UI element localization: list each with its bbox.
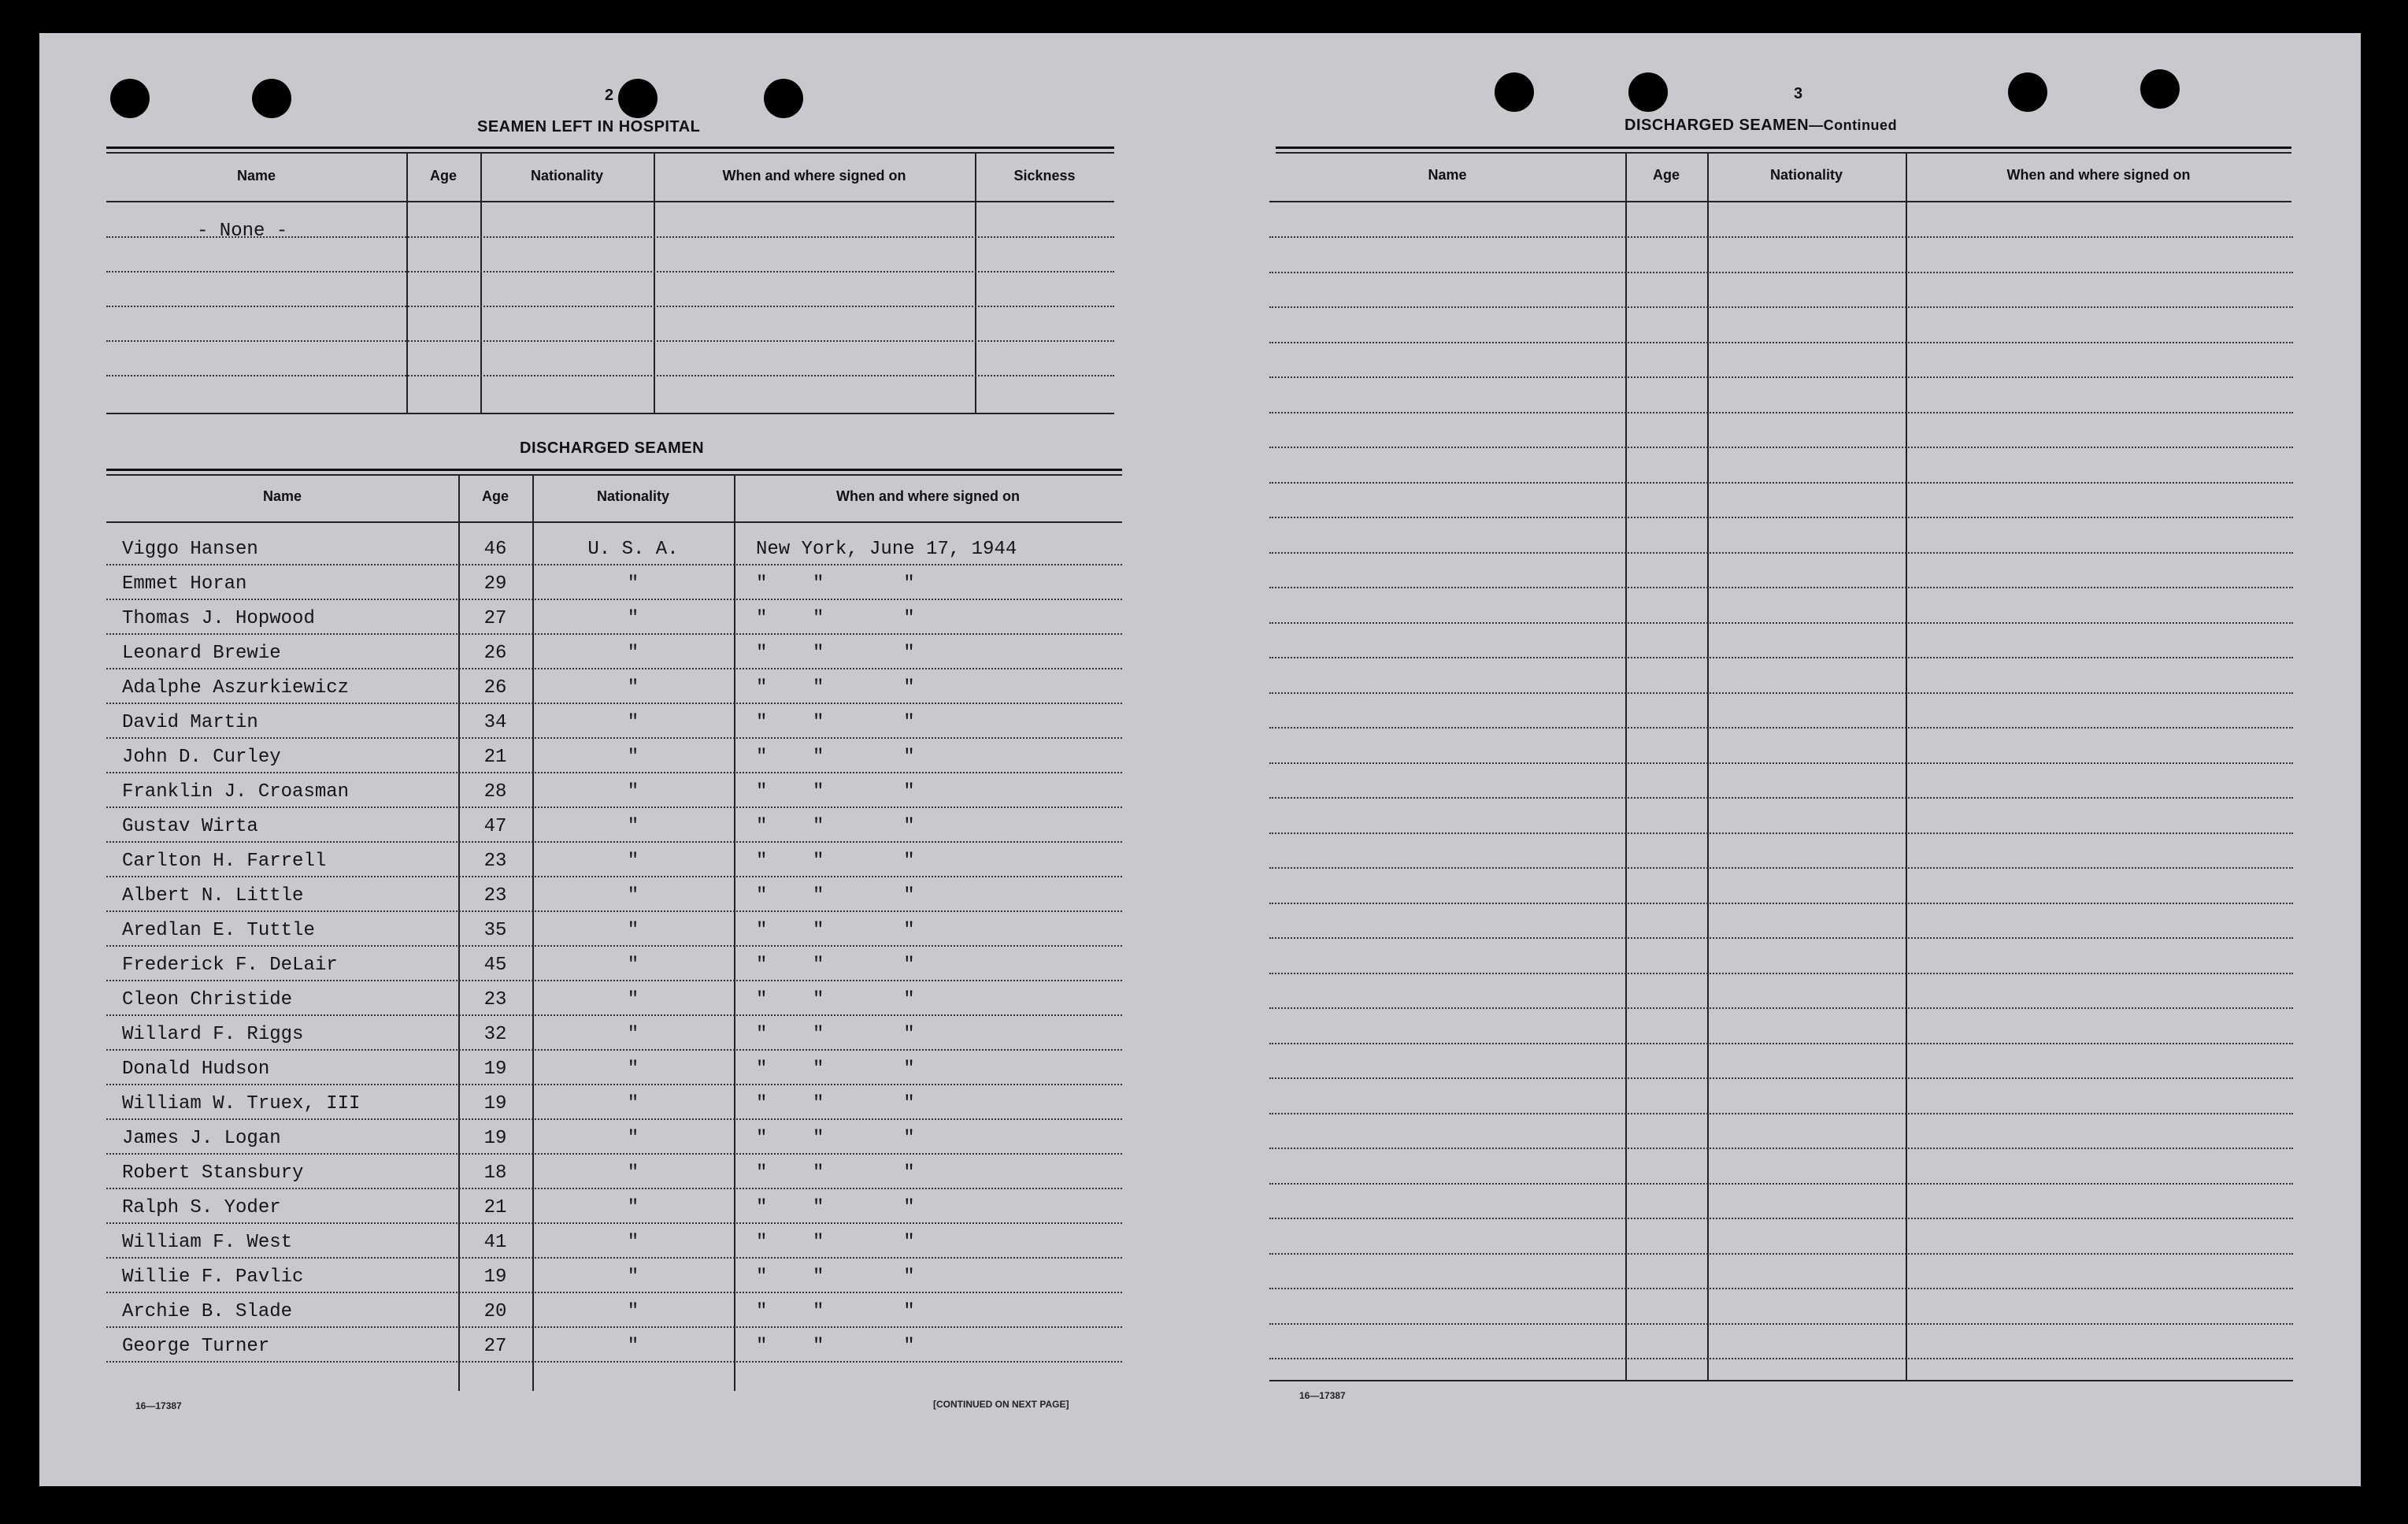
- discharged-name-cell: Archie B. Slade: [122, 1301, 293, 1322]
- discharged-nationality-cell: ": [627, 1336, 639, 1357]
- right-row-line: [1269, 517, 2293, 518]
- right-row-line: [1269, 482, 2293, 484]
- punch-hole: [2008, 72, 2047, 112]
- right-col-divider: [1906, 154, 1907, 1381]
- right-col-signed: When and where signed on: [2006, 167, 2191, 183]
- discharged-age-cell: 20: [483, 1301, 507, 1322]
- punch-hole: [764, 79, 803, 118]
- discharged-name-cell: William F. West: [122, 1232, 293, 1253]
- punch-hole: [1628, 72, 1668, 112]
- discharged-col-signed: When and where signed on: [835, 488, 1020, 504]
- discharged-nationality-cell: ": [627, 712, 639, 733]
- punch-hole: [1495, 72, 1534, 112]
- hospital-col-age: Age: [429, 168, 457, 184]
- discharged-name-cell: David Martin: [122, 712, 258, 733]
- discharged-signed-cell: " " ": [756, 573, 915, 595]
- discharged-signed-cell: " " ": [756, 747, 915, 768]
- hospital-row-line: [106, 306, 1114, 307]
- right-bottom-rule: [1269, 1380, 2293, 1381]
- discharged-row-line: [106, 1084, 1122, 1085]
- discharged-nationality-cell: ": [627, 989, 639, 1010]
- discharged-top-rule-2: [106, 474, 1122, 476]
- discharged-row-line: [106, 910, 1122, 912]
- discharged-signed-cell: " " ": [756, 1197, 915, 1218]
- discharged-row-line: [106, 1361, 1122, 1363]
- discharged-signed-cell: " " ": [756, 1336, 915, 1357]
- discharged-nationality-cell: ": [627, 781, 639, 803]
- discharged-age-cell: 19: [483, 1059, 507, 1080]
- right-row-line: [1269, 622, 2293, 624]
- right-row-line: [1269, 692, 2293, 694]
- discharged-section-title: DISCHARGED SEAMEN: [520, 439, 705, 457]
- right-title-main: DISCHARGED SEAMEN: [1624, 117, 1810, 134]
- right-row-line: [1269, 1253, 2293, 1255]
- discharged-name-cell: Willard F. Riggs: [122, 1024, 304, 1045]
- discharged-age-cell: 35: [483, 920, 507, 941]
- discharged-nationality-cell: ": [627, 1024, 639, 1045]
- discharged-name-cell: Donald Hudson: [122, 1059, 270, 1080]
- right-col-divider: [1707, 154, 1709, 1381]
- discharged-name-cell: Cleon Christide: [122, 989, 293, 1010]
- discharged-nationality-cell: ": [627, 608, 639, 629]
- discharged-name-cell: George Turner: [122, 1336, 270, 1357]
- discharged-age-cell: 19: [483, 1266, 507, 1288]
- discharged-signed-cell: " " ": [756, 1059, 915, 1080]
- discharged-name-cell: Ralph S. Yoder: [122, 1197, 281, 1218]
- discharged-age-cell: 34: [483, 712, 507, 733]
- right-header-rule: [1269, 201, 2291, 202]
- hospital-header-rule: [106, 201, 1114, 202]
- right-row-line: [1269, 376, 2293, 378]
- discharged-row-line: [106, 806, 1122, 808]
- hospital-col-name: Name: [236, 168, 276, 184]
- discharged-age-cell: 21: [483, 747, 507, 768]
- discharged-nationality-cell: ": [627, 573, 639, 595]
- discharged-row-line: [106, 1049, 1122, 1051]
- discharged-name-cell: James J. Logan: [122, 1128, 281, 1149]
- discharged-row-line: [106, 703, 1122, 704]
- discharged-age-cell: 21: [483, 1197, 507, 1218]
- discharged-age-cell: 29: [483, 573, 507, 595]
- discharged-name-cell: Franklin J. Croasman: [122, 781, 350, 803]
- right-row-line: [1269, 903, 2293, 904]
- discharged-top-rule: [106, 469, 1122, 471]
- discharged-nationality-cell: ": [627, 1197, 639, 1218]
- right-row-line: [1269, 762, 2293, 764]
- discharged-age-cell: 19: [483, 1128, 507, 1149]
- discharged-row-line: [106, 564, 1122, 565]
- discharged-row-line: [106, 980, 1122, 981]
- discharged-row-line: [106, 1118, 1122, 1120]
- discharged-name-cell: Carlton H. Farrell: [122, 851, 327, 872]
- discharged-nationality-cell: ": [627, 851, 639, 872]
- right-row-line: [1269, 657, 2293, 658]
- discharged-nationality-cell: ": [627, 1093, 639, 1114]
- discharged-row-line: [106, 1222, 1122, 1224]
- right-row-line: [1269, 797, 2293, 799]
- discharged-row-line: [106, 1257, 1122, 1259]
- hospital-col-sickness: Sickness: [1013, 168, 1076, 184]
- discharged-row-line: [106, 1153, 1122, 1155]
- right-col-divider: [1625, 154, 1627, 1381]
- discharged-signed-cell: " " ": [756, 781, 915, 803]
- discharged-nationality-cell: ": [627, 747, 639, 768]
- discharged-nationality-cell: ": [627, 816, 639, 837]
- discharged-col-nationality: Nationality: [596, 488, 669, 504]
- discharged-age-cell: 19: [483, 1093, 507, 1114]
- discharged-age-cell: 45: [483, 955, 507, 976]
- page-number-left: 2: [605, 87, 614, 104]
- discharged-signed-cell: New York, June 17, 1944: [756, 539, 1017, 560]
- discharged-row-line: [106, 599, 1122, 600]
- discharged-row-line: [106, 876, 1122, 877]
- hospital-row-line: [106, 375, 1114, 376]
- discharged-col-name: Name: [262, 488, 302, 504]
- punch-hole: [2140, 69, 2180, 109]
- hospital-entry: - None -: [197, 221, 288, 242]
- discharged-row-line: [106, 1014, 1122, 1016]
- discharged-row-line: [106, 945, 1122, 947]
- right-row-line: [1269, 342, 2293, 343]
- discharged-signed-cell: " " ": [756, 1162, 915, 1184]
- right-section-title: [1624, 117, 1897, 135]
- right-row-line: [1269, 937, 2293, 939]
- right-row-line: [1269, 1183, 2293, 1185]
- hospital-top-rule-2: [106, 152, 1114, 154]
- right-row-line: [1269, 272, 2293, 273]
- page-number-right: 3: [1794, 85, 1803, 102]
- discharged-nationality-cell: ": [627, 1232, 639, 1253]
- hospital-row-line: [106, 340, 1114, 342]
- discharged-row-line: [106, 737, 1122, 739]
- hospital-section-title: SEAMEN LEFT IN HOSPITAL: [477, 118, 701, 135]
- discharged-age-cell: 18: [483, 1162, 507, 1184]
- discharged-name-cell: John D. Curley: [122, 747, 281, 768]
- right-row-line: [1269, 727, 2293, 729]
- discharged-row-line: [106, 772, 1122, 773]
- right-row-line: [1269, 1288, 2293, 1289]
- hospital-col-nationality: Nationality: [530, 168, 603, 184]
- discharged-row-line: [106, 633, 1122, 635]
- discharged-name-cell: Willie F. Pavlic: [122, 1266, 304, 1288]
- discharged-col-divider: [734, 476, 735, 1391]
- punch-hole: [252, 79, 291, 118]
- discharged-name-cell: Albert N. Little: [122, 885, 304, 907]
- right-row-line: [1269, 306, 2293, 308]
- discharged-signed-cell: " " ": [756, 1128, 915, 1149]
- right-row-line: [1269, 236, 2293, 238]
- discharged-age-cell: 41: [483, 1232, 507, 1253]
- discharged-row-line: [106, 1188, 1122, 1189]
- discharged-row-line: [106, 1292, 1122, 1293]
- discharged-age-cell: 26: [483, 643, 507, 664]
- hospital-bottom-rule: [106, 413, 1114, 414]
- right-row-line: [1269, 447, 2293, 448]
- discharged-signed-cell: " " ": [756, 1266, 915, 1288]
- punch-hole: [618, 79, 658, 118]
- right-row-line: [1269, 1007, 2293, 1009]
- discharged-name-cell: Viggo Hansen: [122, 539, 258, 560]
- discharged-signed-cell: " " ": [756, 851, 915, 872]
- discharged-age-cell: 47: [483, 816, 507, 837]
- discharged-signed-cell: " " ": [756, 608, 915, 629]
- hospital-top-rule: [106, 146, 1114, 149]
- discharged-signed-cell: " " ": [756, 1024, 915, 1045]
- discharged-age-cell: 27: [483, 608, 507, 629]
- discharged-signed-cell: " " ": [756, 816, 915, 837]
- discharged-row-line: [106, 1326, 1122, 1328]
- right-top-rule: [1276, 146, 2291, 149]
- right-row-line: [1269, 1148, 2293, 1149]
- discharged-name-cell: Leonard Brewie: [122, 643, 281, 664]
- discharged-signed-cell: " " ": [756, 920, 915, 941]
- right-row-line: [1269, 412, 2293, 413]
- discharged-age-cell: 27: [483, 1336, 507, 1357]
- discharged-nationality-cell: ": [627, 920, 639, 941]
- right-row-line: [1269, 1113, 2293, 1114]
- discharged-nationality-cell: U. S. A.: [587, 539, 679, 560]
- discharged-signed-cell: " " ": [756, 1232, 915, 1253]
- hospital-col-signed: When and where signed on: [722, 168, 906, 184]
- right-col-name: Name: [1428, 167, 1467, 183]
- right-col-age: Age: [1652, 167, 1680, 183]
- right-row-line: [1269, 973, 2293, 974]
- discharged-signed-cell: " " ": [756, 885, 915, 907]
- discharged-signed-cell: " " ": [756, 955, 915, 976]
- discharged-name-cell: Adalphe Aszurkiewicz: [122, 677, 350, 699]
- right-row-line: [1269, 832, 2293, 834]
- discharged-col-age: Age: [481, 488, 509, 504]
- discharged-age-cell: 28: [483, 781, 507, 803]
- discharged-nationality-cell: ": [627, 1301, 639, 1322]
- punch-hole: [110, 79, 150, 118]
- discharged-name-cell: Frederick F. DeLair: [122, 955, 338, 976]
- discharged-name-cell: William W. Truex, III: [122, 1093, 361, 1114]
- right-col-nationality: Nationality: [1769, 167, 1843, 183]
- discharged-nationality-cell: ": [627, 677, 639, 699]
- discharged-signed-cell: " " ": [756, 1093, 915, 1114]
- discharged-nationality-cell: ": [627, 1128, 639, 1149]
- hospital-row-line: [106, 271, 1114, 273]
- right-row-line: [1269, 1077, 2293, 1079]
- discharged-name-cell: Robert Stansbury: [122, 1162, 304, 1184]
- discharged-nationality-cell: ": [627, 643, 639, 664]
- discharged-header-rule: [106, 521, 1122, 523]
- discharged-age-cell: 23: [483, 989, 507, 1010]
- right-row-line: [1269, 552, 2293, 554]
- discharged-name-cell: Aredlan E. Tuttle: [122, 920, 315, 941]
- discharged-nationality-cell: ": [627, 1059, 639, 1080]
- discharged-signed-cell: " " ": [756, 643, 915, 664]
- right-row-line: [1269, 1323, 2293, 1325]
- continued-note: [CONTINUED ON NEXT PAGE]: [933, 1399, 1069, 1410]
- discharged-signed-cell: " " ": [756, 989, 915, 1010]
- discharged-age-cell: 23: [483, 885, 507, 907]
- discharged-age-cell: 46: [483, 539, 507, 560]
- right-row-line: [1269, 867, 2293, 869]
- discharged-name-cell: Gustav Wirta: [122, 816, 258, 837]
- right-title-suffix: —Continued: [1809, 117, 1898, 133]
- form-number-left: 16—17387: [135, 1400, 182, 1411]
- discharged-age-cell: 23: [483, 851, 507, 872]
- discharged-row-line: [106, 841, 1122, 843]
- right-row-line: [1269, 1218, 2293, 1219]
- form-number-right: 16—17387: [1299, 1390, 1346, 1401]
- discharged-name-cell: Emmet Horan: [122, 573, 247, 595]
- discharged-age-cell: 26: [483, 677, 507, 699]
- discharged-nationality-cell: ": [627, 885, 639, 907]
- discharged-age-cell: 32: [483, 1024, 507, 1045]
- discharged-signed-cell: " " ": [756, 1301, 915, 1322]
- discharged-name-cell: Thomas J. Hopwood: [122, 608, 315, 629]
- discharged-row-line: [106, 668, 1122, 669]
- right-row-line: [1269, 1358, 2293, 1359]
- discharged-nationality-cell: ": [627, 1266, 639, 1288]
- discharged-signed-cell: " " ": [756, 712, 915, 733]
- discharged-signed-cell: " " ": [756, 677, 915, 699]
- right-row-line: [1269, 1043, 2293, 1044]
- right-row-line: [1269, 587, 2293, 588]
- discharged-nationality-cell: ": [627, 955, 639, 976]
- discharged-nationality-cell: ": [627, 1162, 639, 1184]
- right-top-rule-2: [1276, 152, 2291, 154]
